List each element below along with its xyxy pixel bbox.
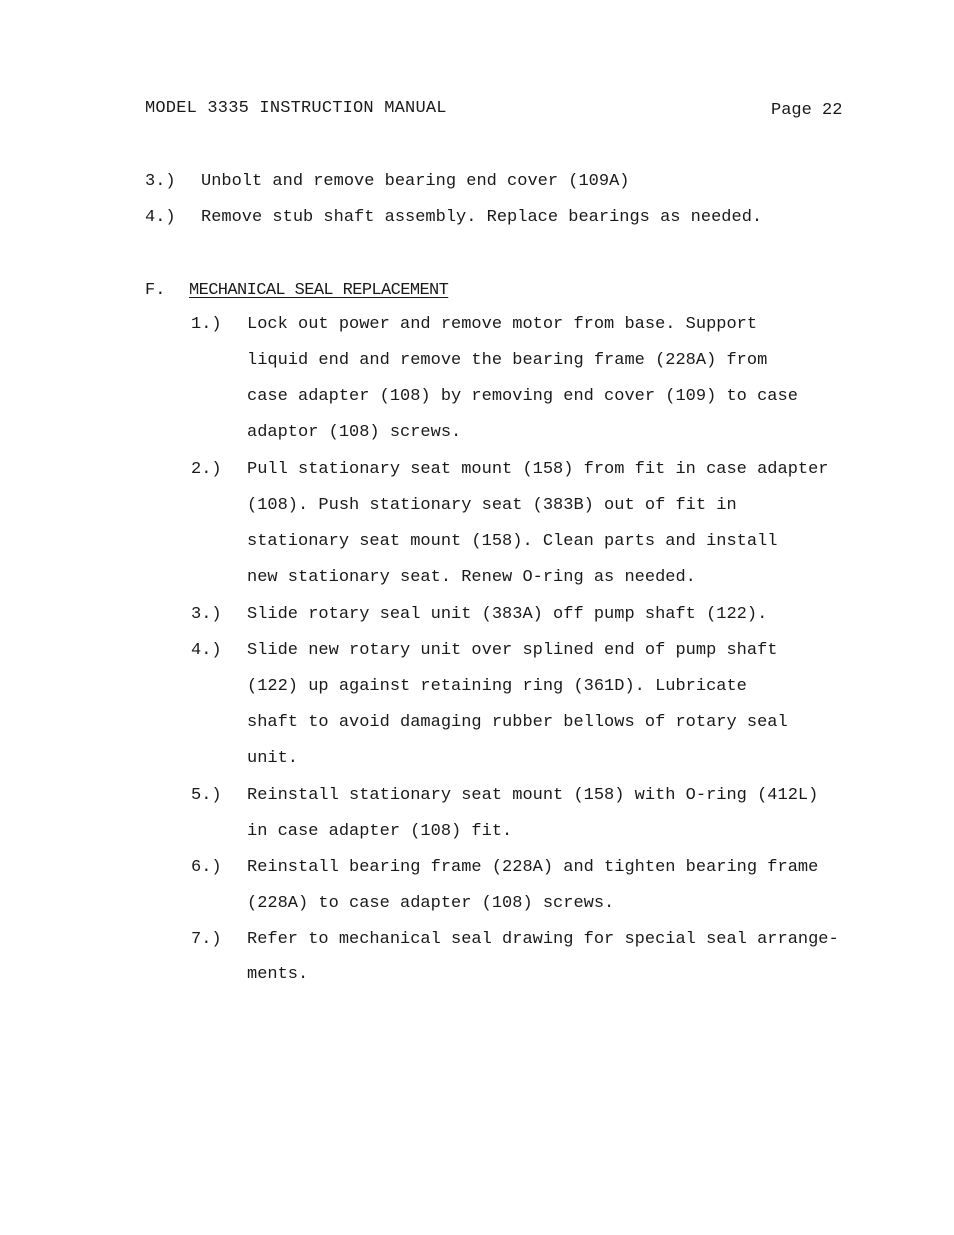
step-number: 6.) bbox=[191, 858, 222, 877]
step-line: Lock out power and remove motor from base. Support bbox=[247, 315, 758, 334]
step-line: (122) up against retaining ring (361D). Lubricate bbox=[247, 677, 747, 696]
step-text: Remove stub shaft assembly. Replace bearings as needed. bbox=[201, 208, 763, 227]
step-line: unit. bbox=[247, 749, 299, 768]
step-line: liquid end and remove the bearing frame (228A) from bbox=[247, 351, 768, 370]
step-line: Pull stationary seat mount (158) from fit in case adapter bbox=[247, 460, 829, 479]
step-number: 2.) bbox=[191, 460, 222, 479]
step-number: 4.) bbox=[191, 641, 222, 660]
step-line: Slide new rotary unit over splined end of pump shaft bbox=[247, 641, 778, 660]
step-line: (228A) to case adapter (108) screws. bbox=[247, 894, 615, 913]
step-number: 3.) bbox=[191, 605, 222, 624]
section-letter: F. bbox=[145, 281, 166, 300]
step-number: 4.) bbox=[145, 208, 176, 227]
step-line: adaptor (108) screws. bbox=[247, 423, 462, 442]
step-line: stationary seat mount (158). Clean parts and install bbox=[247, 532, 778, 551]
step-number: 5.) bbox=[191, 786, 222, 805]
manual-title: MODEL 3335 INSTRUCTION MANUAL bbox=[145, 99, 447, 118]
step-number: 7.) bbox=[191, 930, 222, 949]
step-line: in case adapter (108) fit. bbox=[247, 822, 513, 841]
step-line: shaft to avoid damaging rubber bellows of rotary seal bbox=[247, 713, 788, 732]
step-line: case adapter (108) by removing end cover (109) to case bbox=[247, 387, 798, 406]
page-number: Page 22 bbox=[771, 101, 843, 120]
step-line: Reinstall stationary seat mount (158) with O-ring (412L) bbox=[247, 786, 819, 805]
step-line: (108). Push stationary seat (383B) out of fit in bbox=[247, 496, 737, 515]
step-line: Reinstall bearing frame (228A) and tighten bearing frame bbox=[247, 858, 819, 877]
section-heading: MECHANICAL SEAL REPLACEMENT bbox=[189, 281, 449, 300]
step-number: 3.) bbox=[145, 172, 176, 191]
step-number: 1.) bbox=[191, 315, 222, 334]
step-line: Refer to mechanical seal drawing for special seal arrange- bbox=[247, 930, 839, 949]
step-line: ments. bbox=[247, 965, 309, 984]
step-line: new stationary seat. Renew O-ring as needed. bbox=[247, 568, 696, 587]
step-line: Slide rotary seal unit (383A) off pump shaft (122). bbox=[247, 605, 768, 624]
step-text: Unbolt and remove bearing end cover (109A) bbox=[201, 172, 630, 191]
